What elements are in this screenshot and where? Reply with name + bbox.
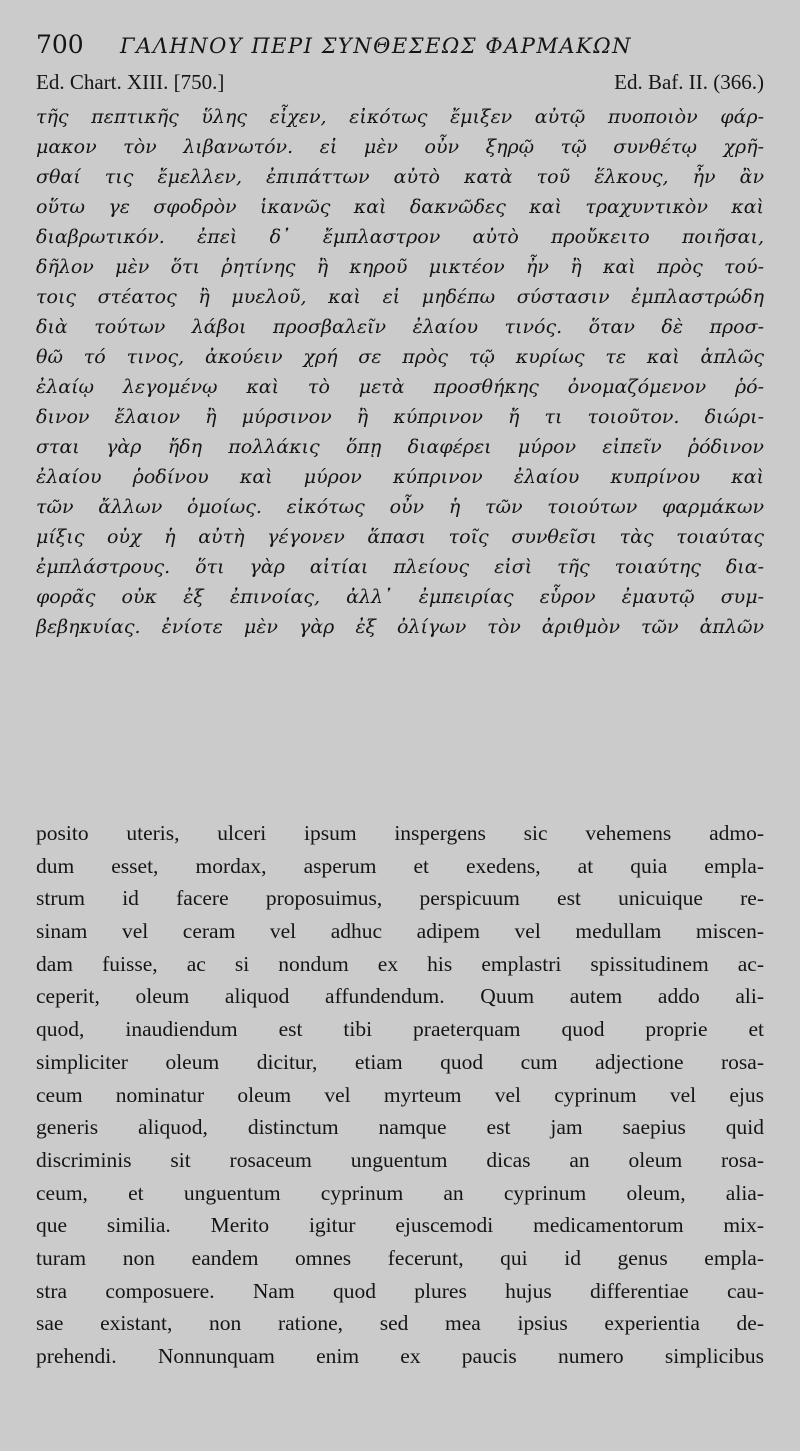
greek-text-line: τῆς πεπτικῆς ὕλης εἶχεν, εἰκότως ἔμιξεν αὐτῷ πυοποιὸν φάρ- [36, 106, 764, 128]
greek-text-line: τοις στέατος ἢ μυελοῦ, καὶ εἰ μηδέπω σύστασιν ἐμπλαστρώδη [36, 286, 764, 308]
latin-text-line: sinam vel ceram vel adhuc adipem vel medullam miscen- [36, 919, 764, 944]
latin-text-line: que similia. Merito igitur ejuscemodi medicamentorum mix- [36, 1213, 764, 1238]
latin-text-line: turam non eandem omnes fecerunt, qui id genus empla- [36, 1245, 764, 1270]
greek-text-line: δινον ἔλαιον ἢ μύρσινον ἢ κύπρινον ἤ τι τοιοῦτον. διώρι- [36, 406, 764, 428]
greek-text-line: ἐμπλάστρους. ὅτι γὰρ αἰτίαι πλείους εἰσὶ τῆς τοιαύτης δια- [36, 556, 764, 578]
latin-text-line: sae existant, non ratione, sed mea ipsius experientia de- [36, 1311, 764, 1336]
greek-text-line: οὕτω γε σφοδρὸν ἱκανῶς καὶ δακνῶδες καὶ τραχυντικὸν καὶ [36, 196, 764, 218]
latin-text-line: strum id facere proposuimus, perspicuum est unicuique re- [36, 886, 764, 911]
latin-text-line: ceum nominatur oleum vel myrteum vel cyprinum vel ejus [36, 1082, 764, 1107]
latin-text-line: dam fuisse, ac si nondum ex his emplastri spissitudinem ac- [36, 951, 764, 976]
greek-text-line: φορᾶς οὐκ ἐξ ἐπινοίας, ἀλλ᾽ ἐμπειρίας εὗρον ἐμαυτῷ συμ- [36, 586, 764, 608]
greek-text-line: ἐλαίου ῥοδίνου καὶ μύρον κύπρινον ἐλαίου κυπρίνου καὶ [36, 466, 764, 488]
greek-text-line: τῶν ἄλλων ὁμοίως. εἰκότως οὖν ἡ τῶν τοιούτων φαρμάκων [36, 496, 764, 518]
running-head [36, 30, 764, 70]
page-number: 700 [36, 30, 84, 59]
greek-text-line: βεβηκυίας. ἐνίοτε μὲν γὰρ ἐξ ὀλίγων τὸν ἀριθμὸν τῶν ἁπλῶν [36, 616, 764, 638]
greek-text-line: μακον τὸν λιβανωτόν. εἰ μὲν οὖν ξηρῷ τῷ συνθέτῳ χρῆ- [36, 136, 764, 158]
greek-text-line: σται γὰρ ἤδη πολλάκις ὅπῃ διαφέρει μύρον εἰπεῖν ῥόδινον [36, 436, 764, 458]
edition-left: Ed. Chart. XIII. [750.] [36, 70, 225, 94]
running-title: ΓΑΛΗΝΟΥ ΠΕΡΙ ΣΥΝΘΕΣΕΩΣ ΦΑΡΜΑΚΩΝ [120, 34, 632, 58]
greek-text-line: ἐλαίῳ λεγομένῳ καὶ τὸ μετὰ προσθήκης ὀνομαζόμενον ῥό- [36, 376, 764, 398]
latin-text-line: stra composuere. Nam quod plures hujus differentiae cau- [36, 1278, 764, 1303]
latin-text-line: prehendi. Nonnunquam enim ex paucis numero simplicibus [36, 1344, 764, 1368]
latin-text-block [36, 817, 764, 1373]
latin-text-line: ceperit, oleum aliquod affundendum. Quum autem addo ali- [36, 984, 764, 1009]
latin-text-line: posito uteris, ulceri ipsum inspergens sic vehemens admo- [36, 821, 764, 845]
greek-text-line: μίξις οὐχ ἡ αὐτὴ γέγονεν ἅπασι τοῖς συνθεῖσι τὰς τοιαύτας [36, 526, 764, 548]
edition-right: Ed. Baf. II. (366.) [614, 70, 764, 94]
greek-text-line: δῆλον μὲν ὅτι ῥητίνης ἢ κηροῦ μικτέον ἦν ἢ καὶ πρὸς τού- [36, 256, 764, 278]
latin-text-line: generis aliquod, distinctum namque est jam saepius quid [36, 1115, 764, 1140]
edition-line [36, 70, 764, 100]
greek-text-line: σθαί τις ἔμελλεν, ἐπιπάττων αὐτὸ κατὰ τοῦ ἕλκους, ἦν ἂν [36, 166, 764, 188]
greek-text-line: διὰ τούτων λάβοι προσβαλεῖν ἐλαίου τινός. ὅταν δὲ προσ- [36, 316, 764, 338]
greek-text-block [36, 102, 764, 642]
latin-text-line: discriminis sit rosaceum unguentum dicas an oleum rosa- [36, 1147, 764, 1172]
greek-text-line: διαβρωτικόν. ἐπεὶ δ᾽ ἔμπλαστρον αὐτὸ προὔκειτο ποιῆσαι, [36, 226, 764, 248]
latin-text-line: dum esset, mordax, asperum et exedens, at quia empla- [36, 853, 764, 878]
latin-text-line: quod, inaudiendum est tibi praeterquam quod proprie et [36, 1017, 764, 1042]
latin-text-line: simpliciter oleum dicitur, etiam quod cum adjectione rosa- [36, 1049, 764, 1074]
greek-text-line: θῶ τό τινος, ἀκούειν χρή σε πρὸς τῷ κυρίως τε καὶ ἁπλῶς [36, 346, 764, 368]
latin-text-line: ceum, et unguentum cyprinum an cyprinum oleum, alia- [36, 1180, 764, 1205]
